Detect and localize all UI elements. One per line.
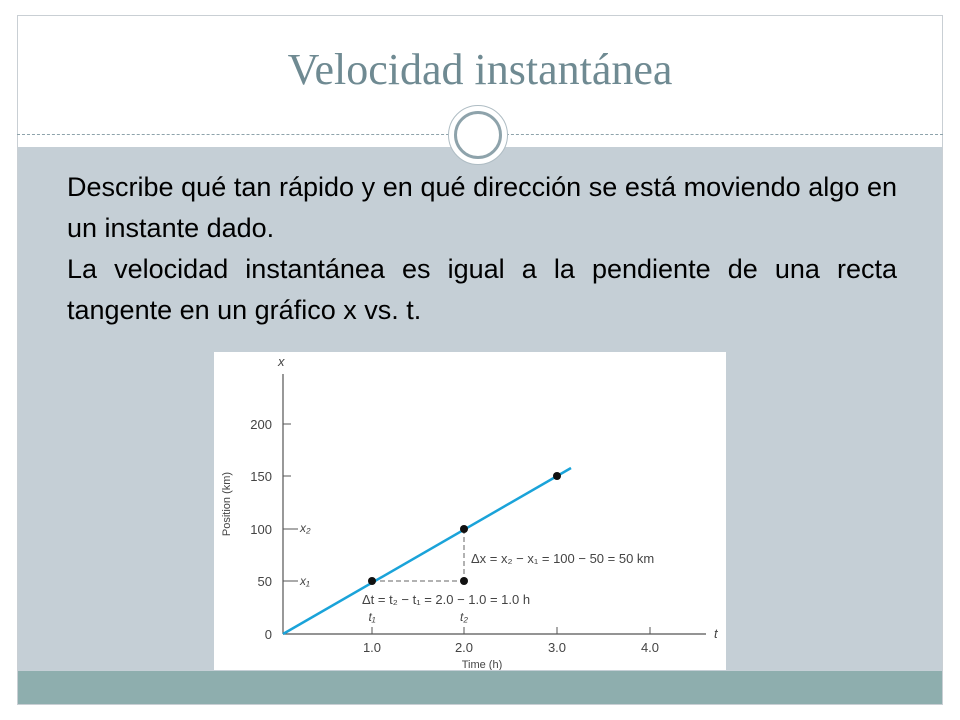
x-axis-title: Time (h) [461, 659, 503, 670]
footer-bar [18, 671, 942, 704]
y-tick-label: 100 [250, 522, 272, 537]
position-time-graph [214, 352, 726, 670]
data-point [460, 577, 468, 585]
y-tick-label: 0 [264, 627, 272, 642]
slide-title: Velocidad instantánea [287, 45, 673, 94]
paragraph-slope: La velocidad instantánea es igual a la pendiente de una recta tangente en un gráfico x vs. t. [67, 254, 897, 325]
paragraph-definition: Describe qué tan rápido y en qué dirección se está moviendo algo en un instante dado. [67, 172, 897, 243]
y-tick-label: 150 [250, 469, 272, 484]
t1-label: t₁ [368, 610, 376, 624]
data-point [368, 577, 376, 585]
y-axis-symbol: x [278, 354, 285, 369]
x2-label: x₂ [300, 521, 311, 535]
x-tick-label: 3.0 [547, 640, 567, 655]
x-axis-symbol: t [714, 626, 718, 641]
data-point [553, 472, 561, 480]
data-point [460, 525, 468, 533]
x-tick-label: 1.0 [362, 640, 382, 655]
delta-x-annotation: Δx = x₂ − x₁ = 100 − 50 = 50 km [471, 551, 655, 566]
y-tick-label: 50 [257, 574, 272, 589]
y-axis-title: Position (km) [221, 471, 233, 537]
x-tick-label: 4.0 [640, 640, 660, 655]
graph-svg [214, 352, 726, 670]
body-text [67, 167, 897, 331]
delta-t-annotation: Δt = t₂ − t₁ = 2.0 − 1.0 = 1.0 h [362, 592, 531, 607]
y-tick-label: 200 [250, 417, 272, 432]
t2-label: t₂ [460, 610, 468, 624]
ornament-ring-icon [454, 111, 502, 159]
x-tick-label: 2.0 [454, 640, 474, 655]
x1-label: x₁ [300, 574, 310, 588]
